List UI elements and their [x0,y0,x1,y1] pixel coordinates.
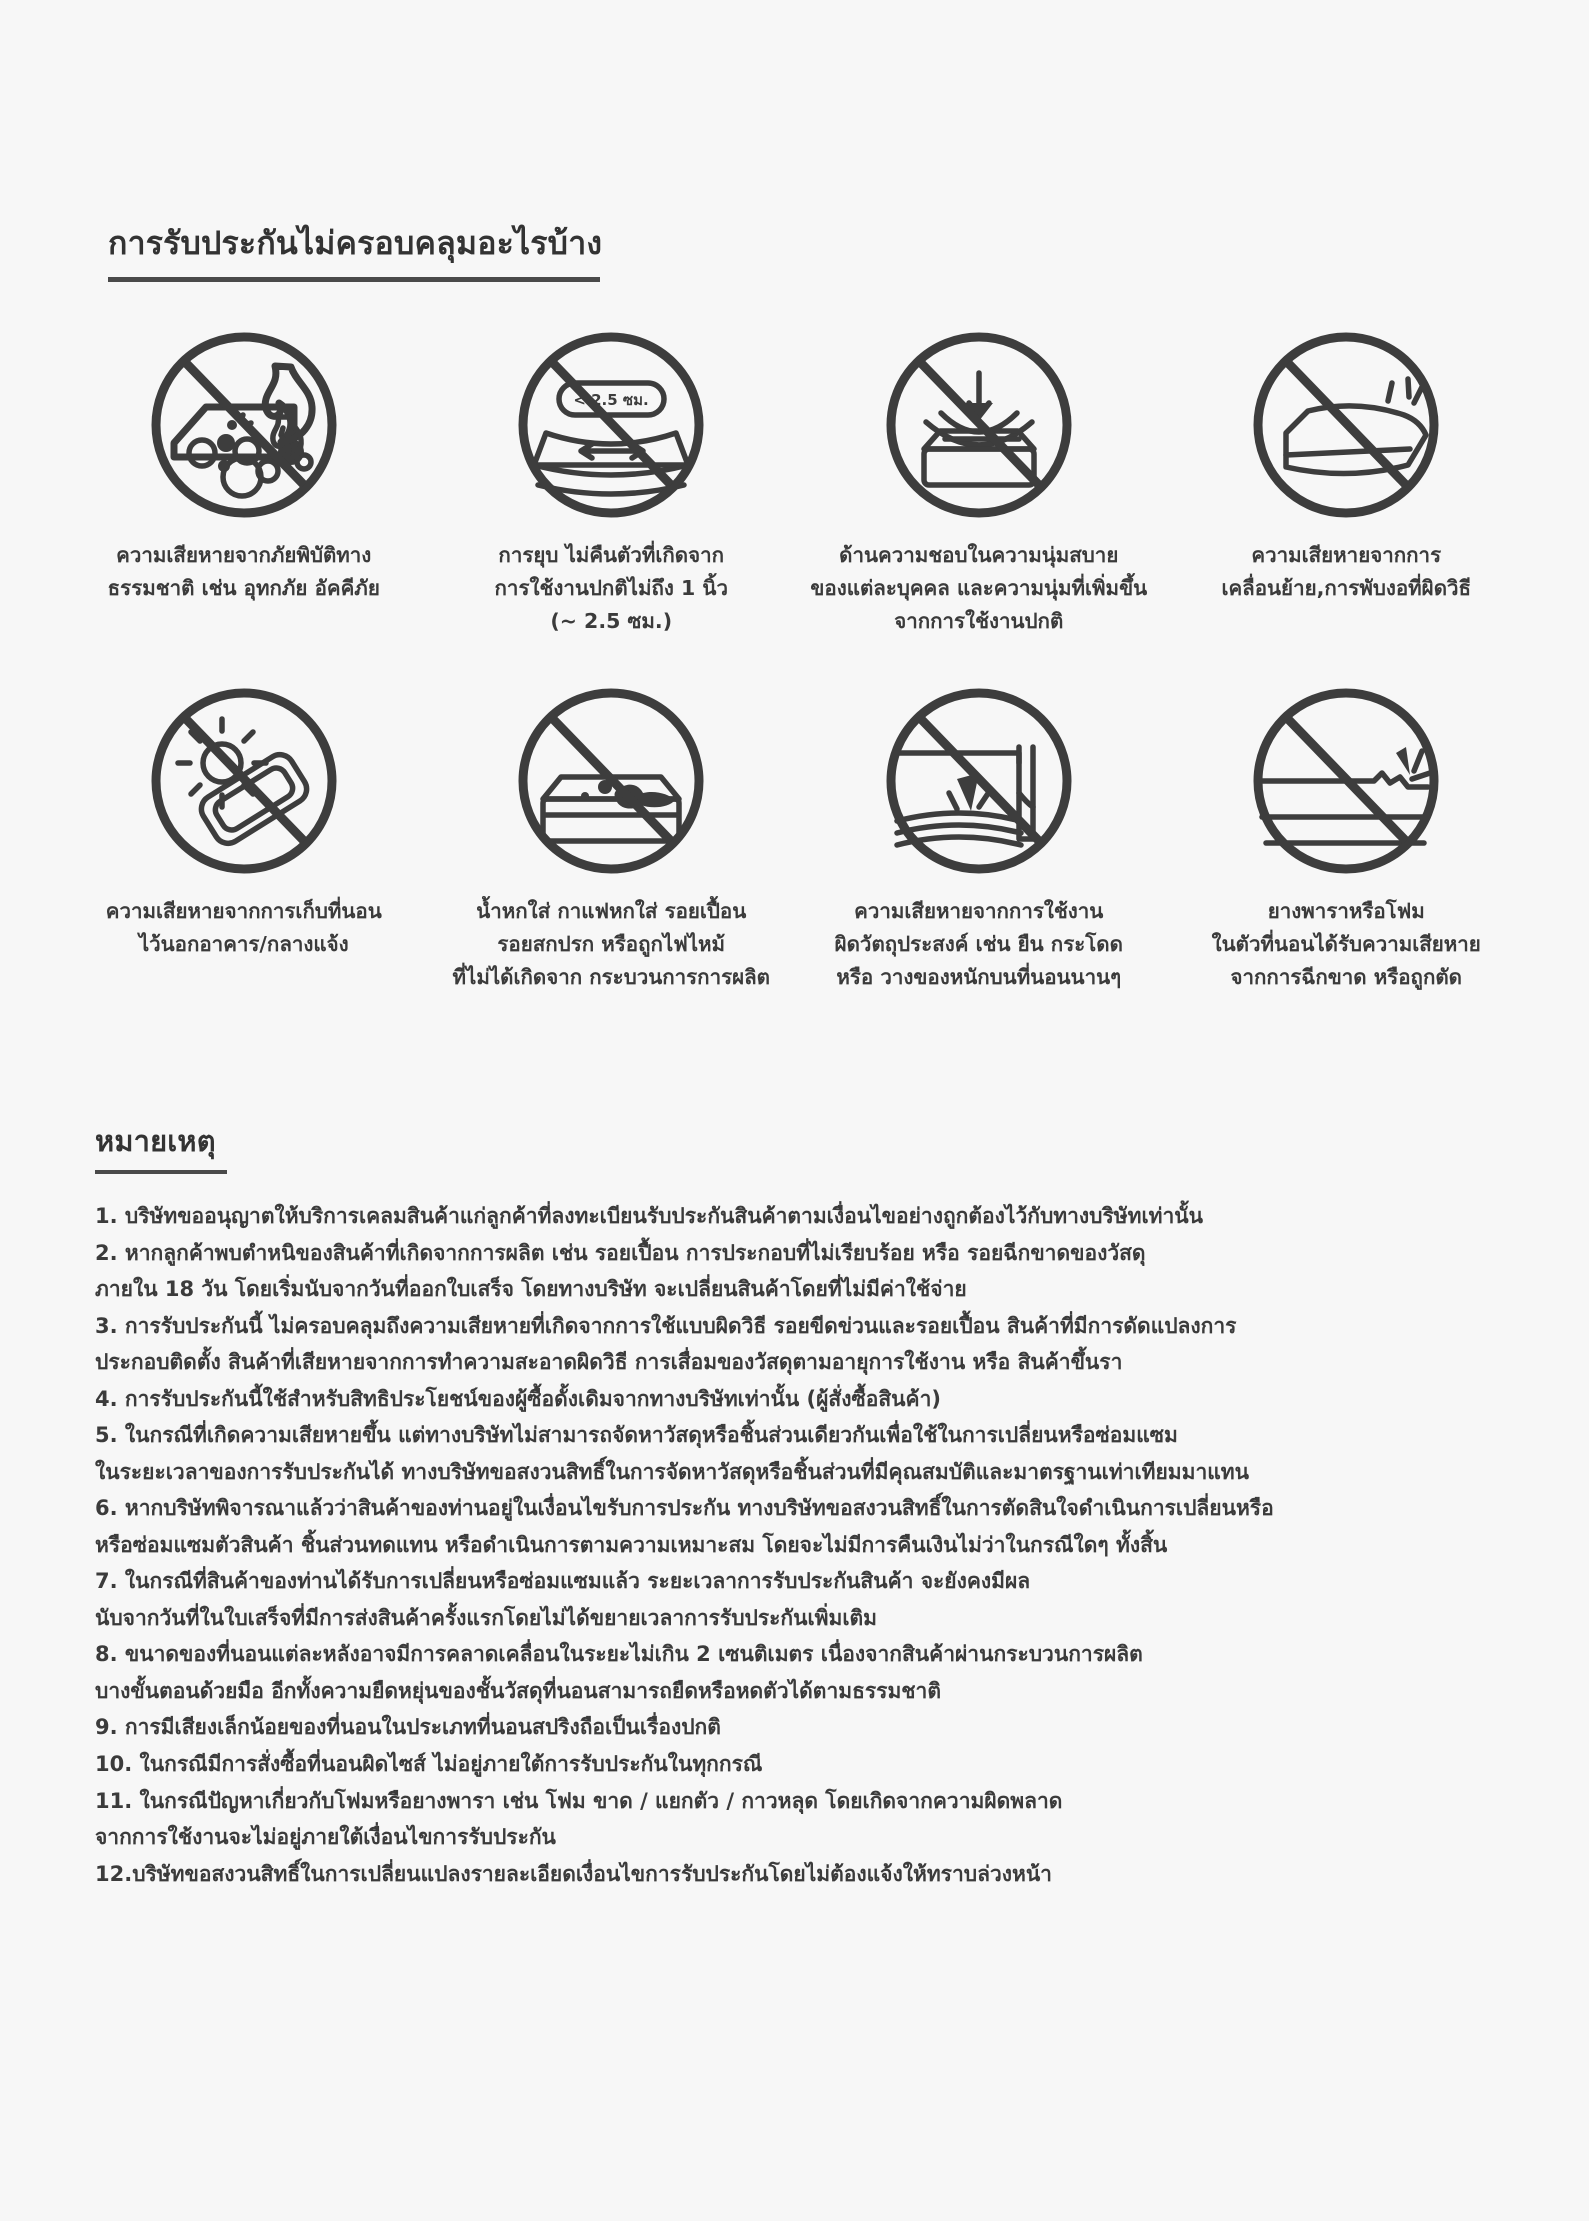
note-item: 8. ขนาดของที่นอนแต่ละหลังอาจมีการคลาดเคลื่อนในระยะไม่เกิน 2 เซนติเมตร เนื่องจากสินค้าผ่านกระบวนการผลิต บางขั้นตอนด้วยมือ อีกทั้งความยืดหยุ่นของชั้นวัสดุที่นอนสามารถยืดหรือหดตัวได้ตามธรรมชาติ [95,1642,1143,1703]
note-item: 11. ในกรณีปัญหาเกี่ยวกับโฟมหรือยางพารา เช่น โฟม ขาด / แยกตัว / กาวหลุด โดยเกิดจากความผิดพลาด จากการใช้งานจะไม่อยู่ภายใต้เงื่อนไขการรับประกัน [95,1788,1063,1850]
jumping-standing-misuse-icon [879,681,1079,881]
exclusion-item [795,325,1163,639]
notes-list [95,1198,1515,1892]
note-item: 3. การรับประกันนี้ ไม่ครอบคลุมถึงความเสียหายที่เกิดจากการใช้แบบผิดวิธี รอยขีดข่วนและรอยเปื้อน สินค้าที่มีการดัดแปลงการ ประกอบติดตั้ง สินค้าที่เสียหายจากการทำความสะอาดผิดวิธี การเสื่อมของวัสดุตามอายุการใช้งาน หรือ สินค้าขึ้นรา [95,1313,1237,1375]
exclusion-caption: ความเสียหายจากการใช้งาน ผิดวัตถุประสงค์ เช่น ยืน กระโดด หรือ วางของหนักบนที่นอนนานๆ [834,898,1123,990]
exclusion-item [60,325,428,639]
exclusion-item [1163,681,1531,995]
exclusion-icon-grid [60,325,1530,994]
exclusion-caption: ความเสียหายจากการ เคลื่อนย้าย,การพับงอที่ผิดวิธี [1221,543,1472,601]
exclusion-caption: ยางพาราหรือโฟม ในตัวที่นอนได้รับความเสียหาย จากการฉีกขาด หรือถูกตัด [1211,898,1481,990]
stain-spill-burn-icon [511,681,711,881]
note-item: 5. ในกรณีที่เกิดความเสียหายขึ้น แต่ทางบริษัทไม่สามารถจัดหาวัสดุหรือชิ้นส่วนเดียวกันเพื่อใช้ในการเปลี่ยนหรือซ่อมแซม ในระยะเวลาของการรับประกันได้ ทางบริษัทขอสงวนสิทธิ์ในการจัดหาวัสดุหรือชิ้นส่วนที่มีคุณสมบัติและมาตรฐานเท่าเทียมมาแทน [95,1423,1250,1484]
note-item: 1. บริษัทขออนุญาตให้บริการเคลมสินค้าแก่ลูกค้าที่ลงทะเบียนรับประกันสินค้าตามเงื่อนไขอย่างถูกต้องไว้กับทางบริษัทเท่านั้น [95,1204,1203,1228]
latex-foam-tear-cut-icon [1246,681,1446,881]
note-item: 4. การรับประกันนี้ใช้สำหรับสิทธิประโยชน์ของผู้ซื้อดั้งเดิมจากทางบริษัทเท่านั้น (ผู้สั่งซื้อสินค้า) [95,1386,941,1411]
notes-title-underline [95,1170,227,1174]
exclusion-item [795,681,1163,995]
note-item: 9. การมีเสียงเล็กน้อยของที่นอนในประเภทที่นอนสปริงถือเป็นเรื่องปกติ [95,1715,721,1740]
outdoor-sun-storage-icon [144,681,344,881]
notes-title [95,1118,227,1174]
note-item: 12.บริษัทขอสงวนสิทธิ์ในการเปลี่ยนแปลงรายละเอียดเงื่อนไขการรับประกันโดยไม่ต้องแจ้งให้ทราบล่วงหน้า [95,1861,1052,1886]
exclusion-caption: ความเสียหายจากภัยพิบัติทาง ธรรมชาติ เช่น อุทกภัย อัคคีภัย [107,543,380,601]
exclusion-caption: ความเสียหายจากการเก็บที่นอน ไว้นอกอาคาร/กลางแจ้ง [105,898,382,956]
exclusion-item [60,681,428,995]
title-underline [108,277,600,282]
note-item: 10. ในกรณีมีการสั่งซื้อที่นอนผิดไซส์ ไม่อยู่ภายใต้การรับประกันในทุกกรณี [95,1751,763,1776]
flood-fire-disaster-icon [144,325,344,525]
exclusion-caption: การยุบ ไม่คืนตัวที่เกิดจาก การใช้งานปกติไม่ถึง 1 นิ้ว (~ 2.5 ซม.) [494,543,728,634]
exclusion-caption: น้ำหกใส่ กาแฟหกใส่ รอยเปื้อน รอยสกปรก หรือถูกไฟไหม้ ที่ไม่ได้เกิดจาก กระบวนการการผลิต [452,898,770,990]
exclusion-item [428,681,796,995]
exclusion-item [1163,325,1531,639]
notes-title-text: หมายเหตุ [95,1124,216,1158]
exclusion-caption: ด้านความชอบในความนุ่มสบาย ของแต่ละบุคคล และความนุ่มที่เพิ่มขึ้น จากการใช้งานปกติ [810,543,1148,634]
note-item: 7. ในกรณีที่สินค้าของท่านได้รับการเปลี่ยนหรือซ่อมแซมแล้ว ระยะเวลาการรับประกันสินค้า จะยังคงมีผล นับจากวันที่ในใบเสร็จที่มีการส่งสินค้าครั้งแรกโดยไม่ได้ขยายเวลาการรับประกันเพิ่มเติม [95,1569,1031,1630]
badge-label: < 2.5 ซม. [573,391,649,409]
note-item: 6. หากบริษัทพิจารณาแล้วว่าสินค้าของท่านอยู่ในเงื่อนไขรับการประกัน ทางบริษัทขอสงวนสิทธิ์ในการตัดสินใจดำเนินการเปลี่ยนหรือ หรือซ่อมแซมตัวสินค้า ชิ้นส่วนทดแทน หรือดำเนินการตามความเหมาะสม โดยจะไม่มีการคืนเงินไม่ว่าในกรณีใดๆ ทั้งสิ้น [95,1496,1274,1557]
page-title [108,218,602,282]
firmness-preference-press-icon [879,325,1079,525]
exclusion-item [428,325,796,639]
mattress-sag-under-2_5cm-icon [511,325,711,525]
improper-moving-bending-icon [1246,325,1446,525]
page-title-text: การรับประกันไม่ครอบคลุมอะไรบ้าง [108,224,603,262]
note-item: 2. หากลูกค้าพบตำหนิของสินค้าที่เกิดจากการผลิต เช่น รอยเปื้อน การประกอบที่ไม่เรียบร้อย หรือ รอยฉีกขาดของวัสดุ ภายใน 18 วัน โดยเริ่มนับจากวันที่ออกใบเสร็จ โดยทางบริษัท จะเปลี่ยนสินค้าโดยที่ไม่มีค่าใช้จ่าย [95,1240,1146,1302]
